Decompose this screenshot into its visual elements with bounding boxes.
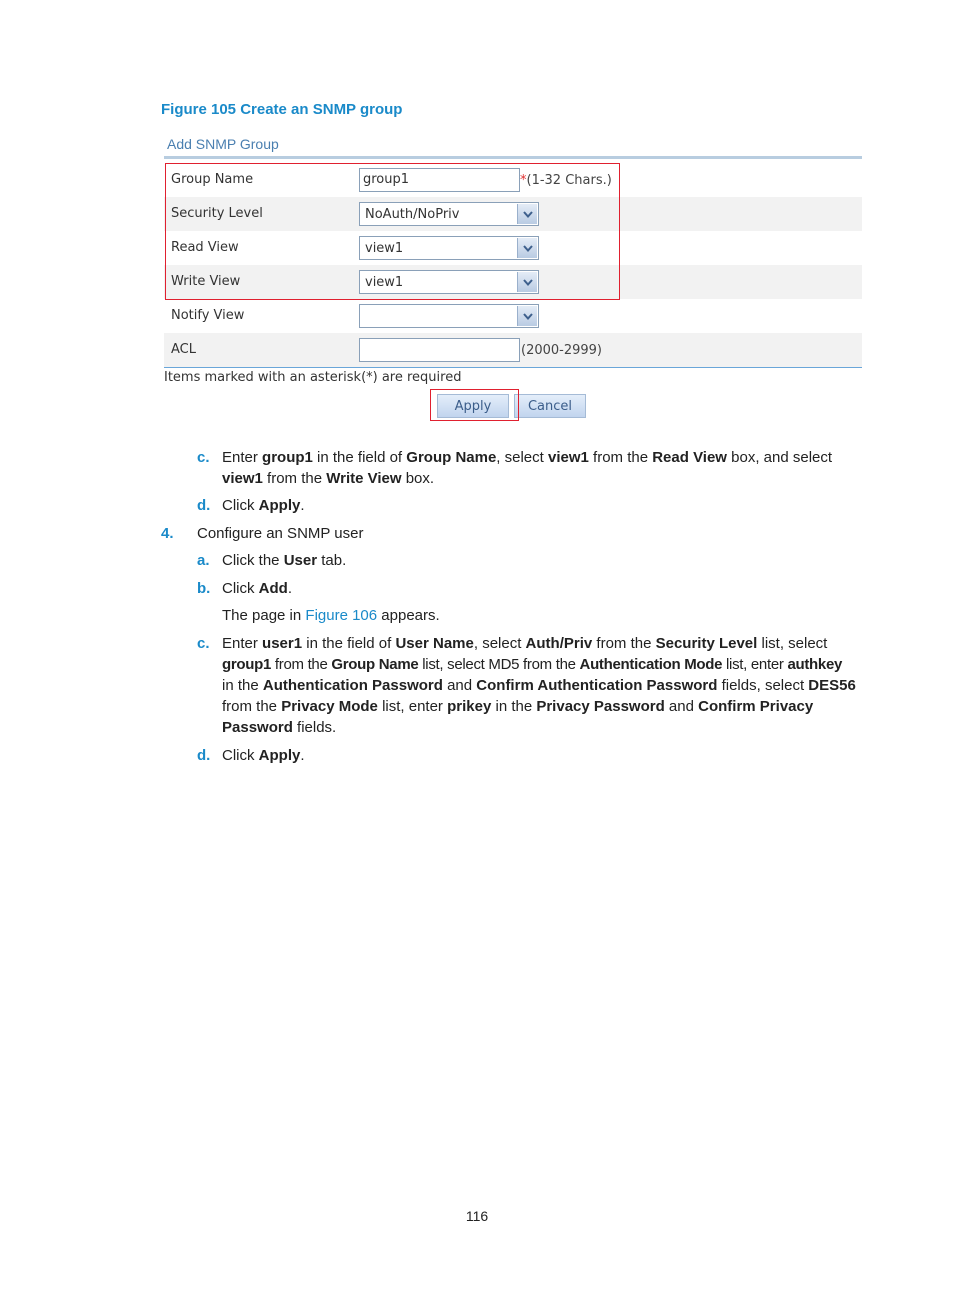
step-marker: c. bbox=[197, 635, 210, 652]
acl-label: ACL bbox=[171, 342, 196, 357]
step-text: from the bbox=[592, 635, 656, 652]
required-note: Items marked with an asterisk(*) are required bbox=[164, 370, 462, 385]
step-text: Configure an SNMP user bbox=[197, 525, 364, 542]
step-text-line bbox=[222, 468, 434, 489]
step-text: , select bbox=[496, 449, 548, 466]
step-text-line bbox=[222, 717, 336, 738]
notify-view-label: Notify View bbox=[171, 308, 245, 323]
security-level-value: NoAuth/NoPriv bbox=[365, 207, 460, 222]
step-marker: d. bbox=[197, 747, 211, 764]
step-marker: a. bbox=[197, 552, 210, 569]
step-text: from the bbox=[271, 656, 332, 673]
step-text: . bbox=[300, 747, 305, 764]
title-divider bbox=[164, 156, 862, 159]
step-text: from the bbox=[588, 449, 653, 466]
step-bold: Privacy Password bbox=[536, 698, 665, 715]
step-text: box, and select bbox=[726, 449, 833, 466]
step-text-line bbox=[222, 550, 346, 571]
write-view-label: Write View bbox=[171, 274, 241, 289]
step-text: . bbox=[300, 497, 305, 514]
step-marker: c. bbox=[197, 449, 210, 466]
step-text: from the bbox=[222, 698, 282, 715]
step-text-line bbox=[222, 578, 292, 599]
step-text: Click bbox=[222, 747, 259, 764]
step-text: Click bbox=[222, 580, 259, 597]
step-text: Enter bbox=[222, 635, 263, 652]
step-text: tab. bbox=[317, 552, 347, 569]
step-bold: group1 bbox=[222, 656, 272, 673]
step-bold: Authentication Password bbox=[262, 677, 443, 694]
step-bold: Read View bbox=[652, 449, 727, 466]
step-text: The page in bbox=[222, 607, 306, 624]
step-text: list, select bbox=[757, 635, 828, 652]
acl-input[interactable] bbox=[359, 338, 520, 362]
step-bold: Security Level bbox=[655, 635, 758, 652]
step-bold: view1 bbox=[547, 449, 589, 466]
step-text: appears. bbox=[377, 607, 440, 624]
step-text: in the bbox=[491, 698, 537, 715]
step-bold: Confirm Authentication Password bbox=[476, 677, 718, 694]
step-text-line bbox=[222, 447, 832, 468]
step-text-line bbox=[222, 633, 827, 654]
step-text: and bbox=[664, 698, 699, 715]
step-text: in the bbox=[222, 677, 263, 694]
step-bold: User bbox=[283, 552, 318, 569]
step-bold: Write View bbox=[326, 470, 402, 487]
group-name-hint-text: (1-32 Chars.) bbox=[526, 173, 612, 188]
step-bold: Apply bbox=[258, 747, 301, 764]
step-bold: user1 bbox=[262, 635, 303, 652]
page-number: 116 bbox=[465, 1208, 489, 1224]
acl-row bbox=[164, 333, 862, 367]
step-bold: group1 bbox=[262, 449, 313, 466]
apply-highlight-box bbox=[430, 389, 519, 421]
step-bold: Password bbox=[222, 719, 293, 736]
step-text: in the field of bbox=[312, 449, 407, 466]
group-name-label: Group Name bbox=[171, 172, 254, 187]
step-text-line bbox=[222, 654, 842, 675]
write-view-value: view1 bbox=[365, 275, 404, 290]
step-text-line bbox=[222, 495, 305, 516]
step-bold: Group Name bbox=[331, 656, 419, 673]
step-bold: DES56 bbox=[808, 677, 856, 694]
figure-caption: Figure 105 Create an SNMP group bbox=[161, 101, 403, 118]
notify-view-select[interactable] bbox=[359, 304, 539, 328]
step-bold: authkey bbox=[787, 656, 843, 673]
cancel-button[interactable]: Cancel bbox=[514, 394, 586, 418]
page-appears-note bbox=[222, 605, 440, 626]
figure-106-link[interactable]: Figure 106 bbox=[305, 607, 378, 624]
group-name-input[interactable]: group1 bbox=[359, 168, 520, 192]
step-text: in the field of bbox=[302, 635, 396, 652]
step-text-line bbox=[222, 675, 856, 696]
form-title: Add SNMP Group bbox=[167, 136, 279, 152]
step-marker: d. bbox=[197, 497, 211, 514]
step-bold: Privacy Mode bbox=[281, 698, 378, 715]
step-bold: view1 bbox=[222, 470, 263, 487]
chevron-down-icon[interactable] bbox=[517, 306, 537, 326]
step-text: Enter bbox=[222, 449, 263, 466]
step-bold: Group Name bbox=[406, 449, 497, 466]
step-text: Click bbox=[222, 497, 259, 514]
step-bold: Add bbox=[258, 580, 288, 597]
step-text: and bbox=[442, 677, 477, 694]
read-view-value: view1 bbox=[365, 241, 404, 256]
step-text-line bbox=[222, 696, 813, 717]
step-text: fields, select bbox=[717, 677, 809, 694]
step-text: box. bbox=[401, 470, 435, 487]
step-text: Click the bbox=[222, 552, 284, 569]
step-bold: Apply bbox=[258, 497, 301, 514]
step-text: from the bbox=[262, 470, 327, 487]
step-bold: Authentication Mode bbox=[579, 656, 723, 673]
form-bottom-divider bbox=[164, 367, 862, 368]
step-bold: prikey bbox=[447, 698, 492, 715]
read-view-label: Read View bbox=[171, 240, 239, 255]
step-text: list, enter bbox=[722, 656, 788, 673]
step-marker: 4. bbox=[161, 525, 174, 542]
step-text: list, select MD5 from the bbox=[418, 656, 580, 673]
step-text-line bbox=[222, 745, 305, 766]
step-text: , select bbox=[473, 635, 526, 652]
fields-highlight-box bbox=[165, 163, 620, 300]
step-text: . bbox=[287, 580, 293, 597]
required-asterisk: * bbox=[520, 173, 527, 188]
step-text: fields. bbox=[292, 719, 337, 736]
step-bold: Confirm Privacy bbox=[698, 698, 814, 715]
notify-view-row bbox=[164, 299, 862, 333]
apply-button[interactable]: Apply bbox=[437, 394, 509, 418]
step-marker: b. bbox=[197, 580, 211, 597]
acl-hint: (2000-2999) bbox=[521, 343, 603, 358]
step-bold: User Name bbox=[395, 635, 474, 652]
security-level-label: Security Level bbox=[171, 206, 263, 221]
step-bold: Auth/Priv bbox=[525, 635, 593, 652]
step-text: list, enter bbox=[377, 698, 448, 715]
